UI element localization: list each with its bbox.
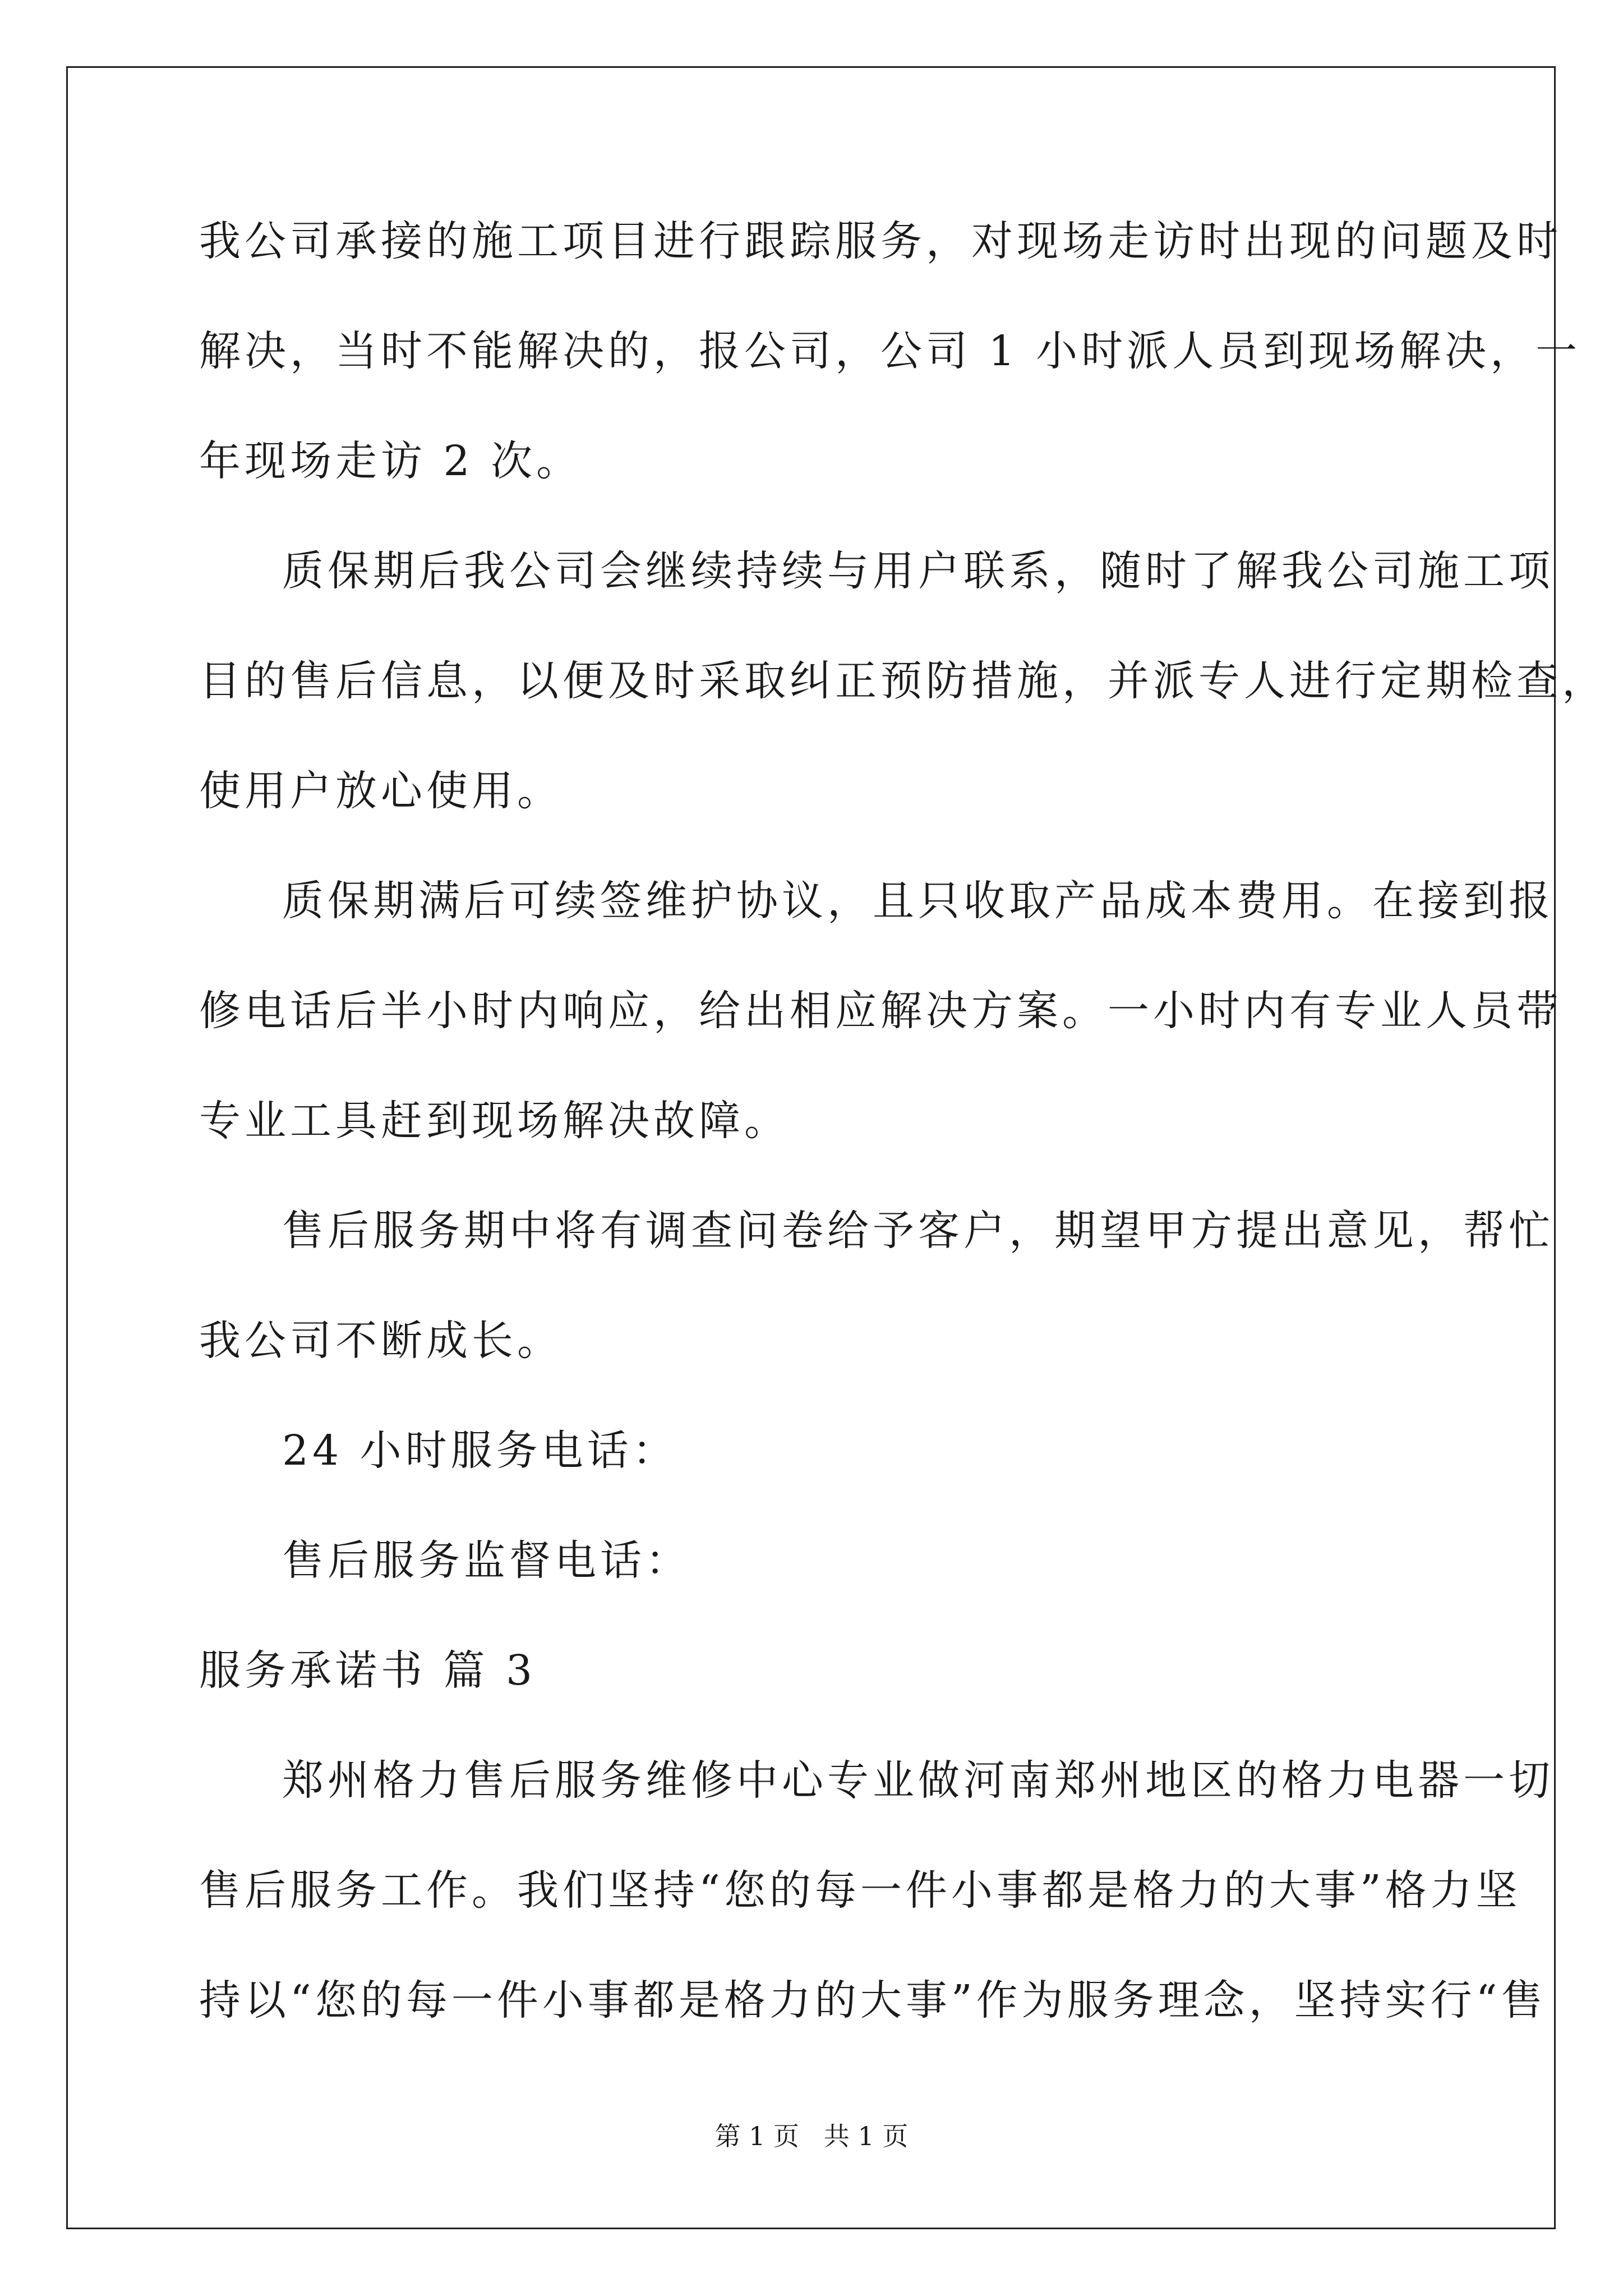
paragraph	[199, 1423, 1433, 1479]
text-line: 我公司承接的施工项目进行跟踪服务，对现场走访时出现的问题及时	[199, 217, 1562, 265]
text-line: 售后服务期中将有调查问卷给予客户，期望甲方提出意见，帮忙	[282, 1207, 1554, 1255]
paragraph	[199, 543, 1607, 819]
text-line: 质保期满后可续签维护协议，且只收取产品成本费用。在接到报	[282, 877, 1554, 925]
paragraph	[199, 213, 1581, 489]
text-line: 持以“您的每一件小事都是格力的大事”作为服务理念，坚持实行“售	[199, 1976, 1547, 2024]
text-line: 修电话后半小时内响应，给出相应解决方案。一小时内有专业人员带	[199, 987, 1562, 1035]
text-line: 售后服务工作。我们坚持“您的每一件小事都是格力的大事”格力坚	[199, 1866, 1521, 1915]
text-line: 质保期后我公司会继续持续与用户联系，随时了解我公司施工项	[282, 547, 1554, 595]
heading-line: 服务承诺书 篇 3	[199, 1646, 537, 1695]
text-line: 年现场走访 2 次。	[199, 437, 582, 485]
paragraph	[199, 1752, 1554, 2028]
supervision-phone-label: 售后服务监督电话：	[282, 1536, 691, 1585]
text-line: 使用户放心使用。	[199, 767, 562, 815]
page-footer: 第 1 页 共 1 页	[714, 2121, 909, 2151]
paragraph	[199, 873, 1562, 1149]
service-phone-label: 24 小时服务电话：	[282, 1427, 678, 1475]
paragraph	[199, 1533, 1433, 1589]
section-heading	[199, 1642, 1433, 1699]
text-line: 郑州格力售后服务维修中心专业做河南郑州地区的格力电器一切	[282, 1756, 1554, 1805]
text-line: 解决，当时不能解决的，报公司，公司 1 小时派人员到现场解决，一	[199, 327, 1581, 375]
text-line: 我公司不断成长。	[199, 1317, 562, 1365]
text-line: 专业工具赶到现场解决故障。	[199, 1097, 790, 1145]
document-body	[199, 213, 1607, 2028]
paragraph	[199, 1203, 1554, 1369]
text-line: 目的售后信息，以便及时采取纠正预防措施，并派专人进行定期检查，	[199, 657, 1607, 705]
